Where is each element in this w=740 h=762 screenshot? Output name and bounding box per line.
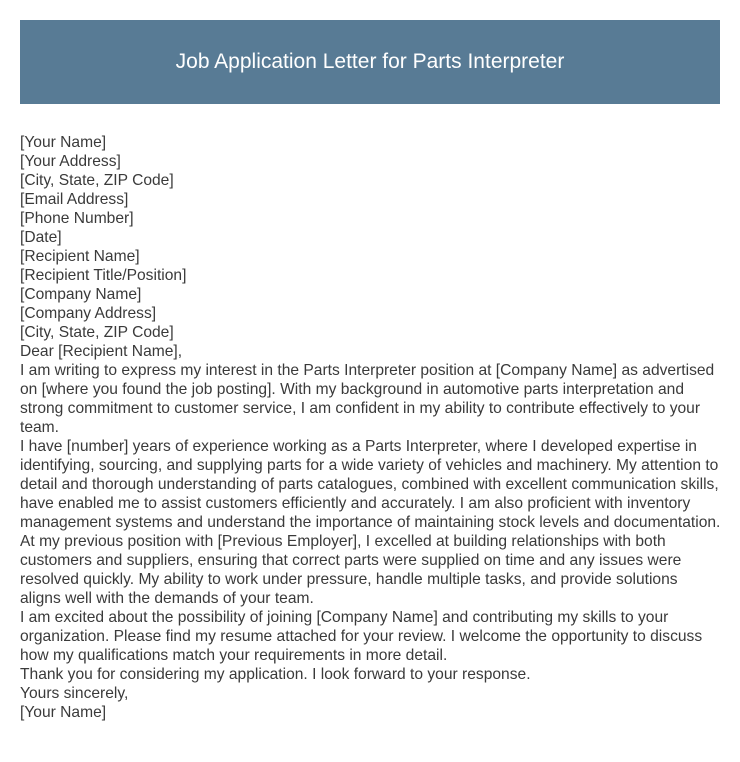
paragraph-interest: I am excited about the possibility of joining [Company Name] and contributing my skills to your organization. Please find my resume attached for your review. I welcome the opportunity to discuss how my qualifications match your requirements in more detail. [20,609,703,664]
recipient-city-state-zip: [City, State, ZIP Code] [20,324,174,341]
paragraph-thanks: Thank you for considering my application. I look forward to your response. [20,666,531,683]
closing: Yours sincerely, [20,685,129,702]
sender-name: [Your Name] [20,134,107,151]
recipient-address: [Company Address] [20,305,157,322]
salutation: Dear [Recipient Name], [20,343,183,360]
page-title: Job Application Letter for Parts Interpreter [175,50,565,73]
paragraph-experience: I have [number] years of experience working as a Parts Interpreter, where I developed expertise in identifying, sourcing, and supplying parts for a wide variety of vehicles and machinery. My attention to detail and thorough understanding of parts catalogues, combined with excellent communication skills, have enabled me to assist customers efficiently and accurately. I am also proficient with inventory management systems and understand the importance of maintaining stock levels and documentation. [20,438,721,531]
paragraph-intro: I am writing to express my interest in the Parts Interpreter position at [Company Name] as advertised on [where you found the job posting]. With my background in automotive parts interpretation and strong commitment to customer service, I am confident in my ability to contribute effectively to your team. [20,362,715,436]
recipient-company: [Company Name] [20,286,142,303]
letter-body [20,133,722,722]
sender-email: [Email Address] [20,191,129,208]
signature: [Your Name] [20,704,107,721]
page-header [20,20,720,104]
sender-city-state-zip: [City, State, ZIP Code] [20,172,174,189]
sender-phone: [Phone Number] [20,210,134,227]
letter-date: [Date] [20,229,62,246]
recipient-name: [Recipient Name] [20,248,140,265]
paragraph-previous-position: At my previous position with [Previous Employer], I excelled at building relationships with both customers and suppliers, ensuring that correct parts were supplied on time and any issues were resolved quickly. My ability to work under pressure, handle multiple tasks, and provide solutions aligns well with the demands of your team. [20,533,682,607]
recipient-title: [Recipient Title/Position] [20,267,187,284]
sender-address: [Your Address] [20,153,121,170]
